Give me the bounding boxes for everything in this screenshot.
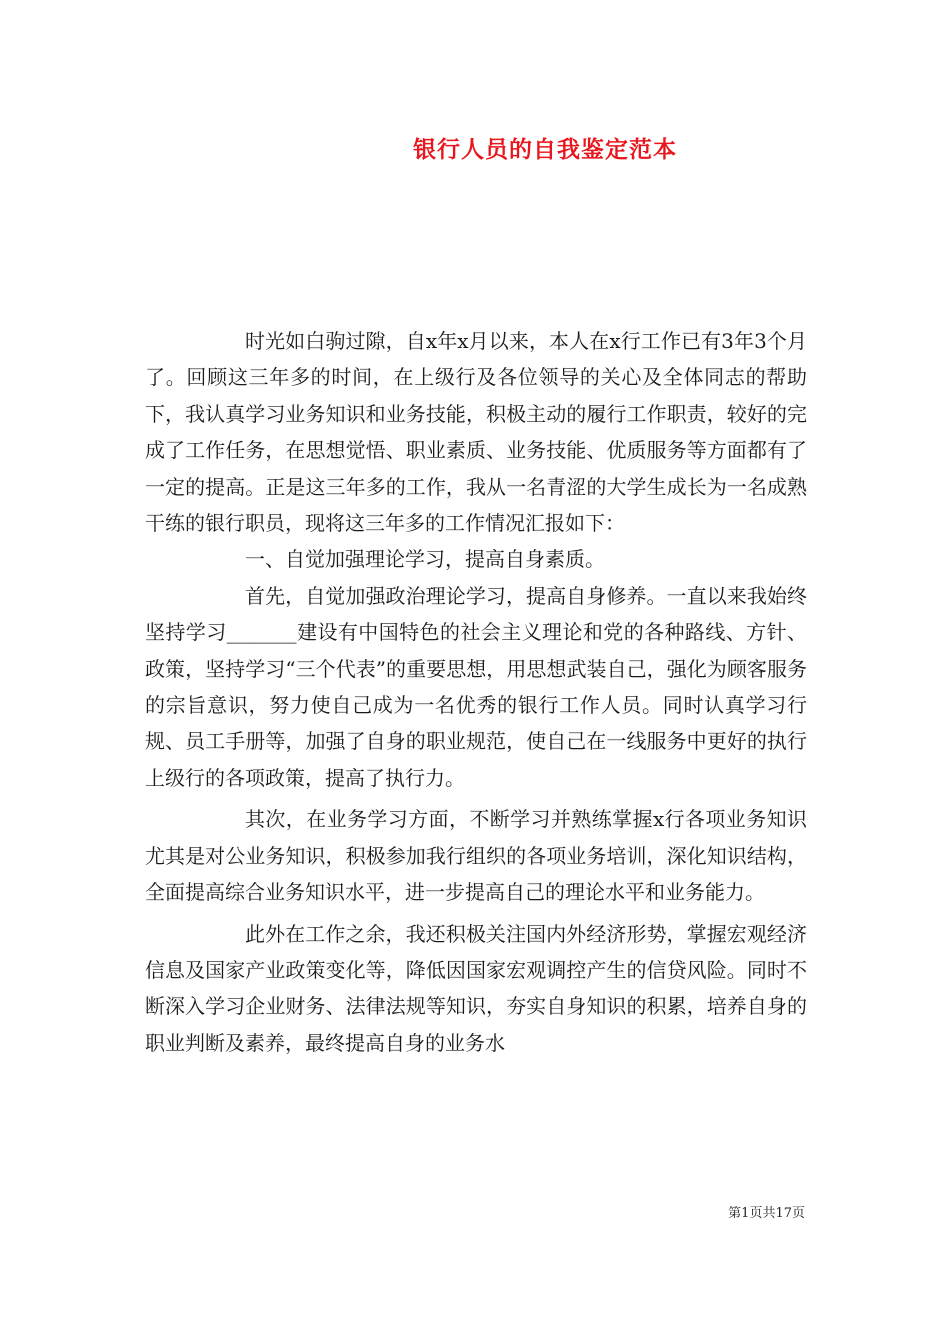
- paragraph-intro: 时光如白驹过隙，自x年x月以来，本人在x行工作已有3年3个月了。回顾这三年多的时间，在上级行及各位领导的关心及全体同志的帮助下，我认真学习业务知识和业务技能，积极主动的履行工作职责，较好的完成了工作任务，在思想觉悟、职业素质、业务技能、优质服务等方面都有了一定的提高。正是这三年多的工作，我从一名青涩的大学生成长为一名成熟干练的银行职员，现将这三年多的工作情况汇报如下：: [145, 329, 807, 536]
- paragraph-political-study: 首先，自觉加强政治理论学习，提高自身修养。一直以来我始终坚持学习_______建设有中国特色的社会主义理论和党的各种路线、方针、政策，坚持学习“三个代表”的重要思想，用思想武装自己，强化为顾客服务的宗旨意识，努力使自己成为一名优秀的银行工作人员。同时认真学习行规、员工手册等，加强了自身的职业规范，使自己在一线服务中更好的执行上级行的各项政策，提高了执行力。: [145, 583, 807, 790]
- paragraph-business-study: 其次，在业务学习方面，不断学习并熟练掌握x行各项业务知识尤其是对公业务知识，积极参加我行组织的各项业务培训，深化知识结构，全面提高综合业务知识水平，进一步提高自己的理论水平和业务能力。: [145, 807, 807, 905]
- paragraph-section-heading: 一、自觉加强理论学习，提高自身素质。: [245, 547, 605, 572]
- document-body: [145, 323, 807, 1061]
- page-title: 银行人员的自我鉴定范本: [413, 136, 677, 163]
- page-number: 第1页共17页: [728, 1206, 805, 1221]
- paragraph-economic-awareness: 此外在工作之余，我还积极关注国内外经济形势，掌握宏观经济信息及国家产业政策变化等，降低因国家宏观调控产生的信贷风险。同时不断深入学习企业财务、法律法规等知识，夯实自身知识的积累，培养自身的职业判断及素养，最终提高自身的业务水: [145, 921, 807, 1055]
